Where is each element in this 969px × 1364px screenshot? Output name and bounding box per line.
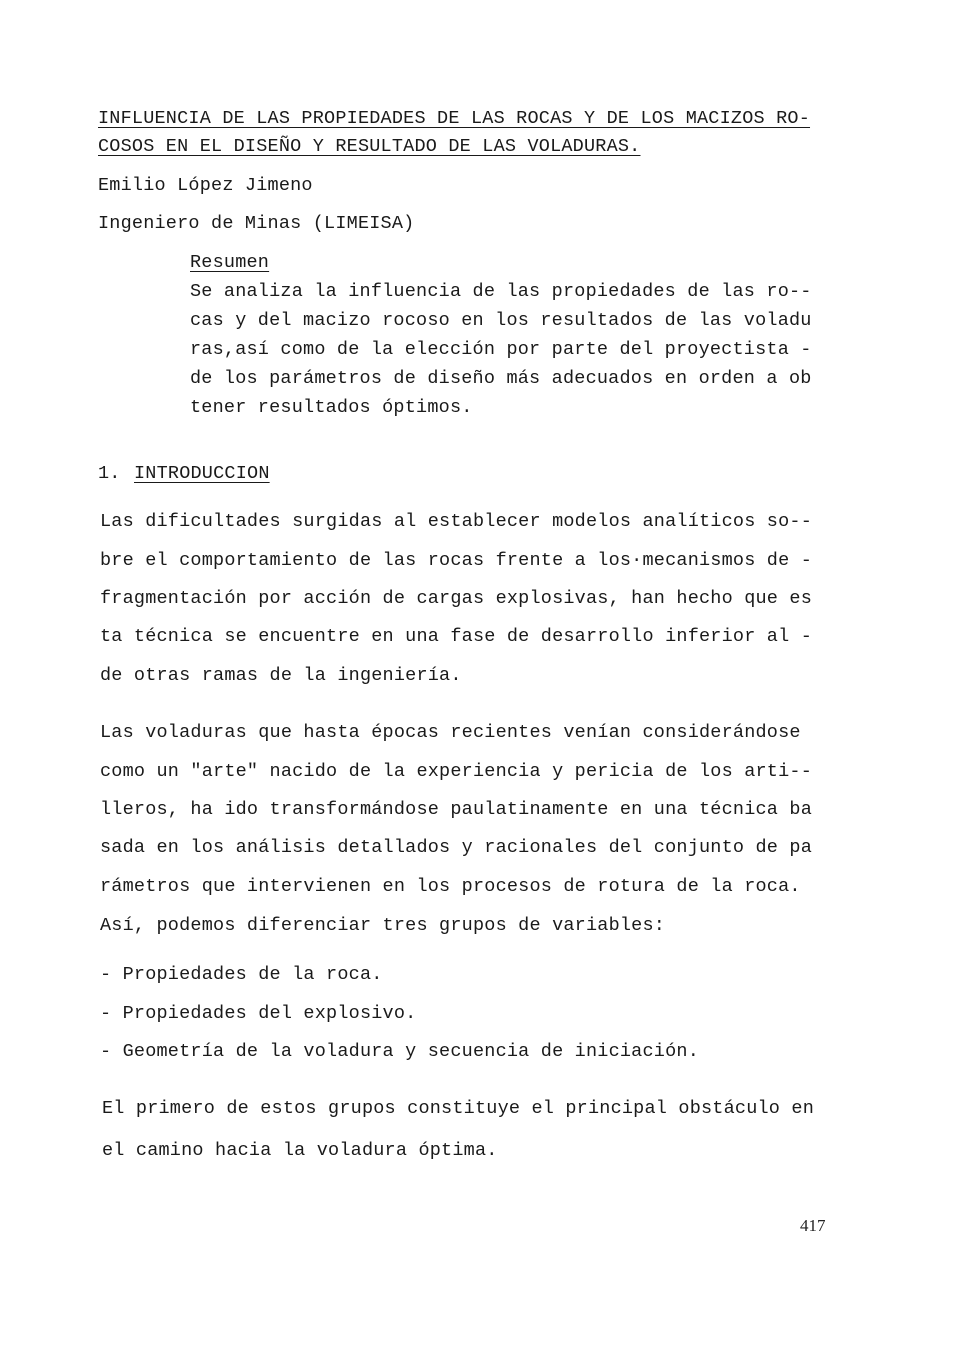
abstract-line: de los parámetros de diseño más adecuados en orden a ob (190, 368, 812, 389)
abstract-line: Se analiza la influencia de las propiedades de las ro-- (190, 281, 812, 302)
paragraph-line: Las dificultades surgidas al establecer modelos analíticos so-- (100, 511, 813, 532)
author-name: Emilio López Jimeno (98, 175, 313, 196)
paragraph-line: como un "arte" nacido de la experiencia y pericia de los arti-- (100, 761, 813, 782)
paragraph-line: Las voladuras que hasta épocas recientes venían considerándose (100, 722, 801, 743)
abstract-line: tener resultados óptimos. (190, 397, 473, 418)
abstract-heading: Resumen (190, 252, 270, 273)
paragraph-line: El primero de estos grupos constituye el principal obstáculo en (102, 1098, 815, 1119)
section-heading: INTRODUCCION (134, 463, 270, 484)
paragraph-line: rámetros que intervienen en los procesos de rotura de la roca. (100, 876, 801, 897)
title-line-1: INFLUENCIA DE LAS PROPIEDADES DE LAS ROCAS Y DE LOS MACIZOS RO- (98, 108, 811, 129)
paragraph-line: el camino hacia la voladura óptima. (102, 1140, 498, 1161)
paragraph-line: fragmentación por acción de cargas explosivas, han hecho que es (100, 588, 813, 609)
list-item: - Propiedades del explosivo. (100, 1003, 417, 1024)
paragraph-line: de otras ramas de la ingeniería. (100, 665, 462, 686)
paragraph-line: sada en los análisis detallados y racionales del conjunto de pa (100, 837, 813, 858)
title-line-2: COSOS EN EL DISEÑO Y RESULTADO DE LAS VOLADURAS. (98, 136, 641, 157)
paragraph-line: ta técnica se encuentre en una fase de desarrollo inferior al - (100, 626, 813, 647)
paragraph-line: Así, podemos diferenciar tres grupos de variables: (100, 915, 666, 936)
abstract-line: cas y del macizo rocoso en los resultados de las voladu (190, 310, 812, 331)
paragraph-line: bre el comportamiento de las rocas frente a los·mecanismos de - (100, 550, 813, 571)
page-number: 417 (800, 1216, 826, 1235)
section-number: 1. (98, 463, 121, 484)
author-affiliation: Ingeniero de Minas (LIMEISA) (98, 213, 415, 234)
paragraph-line: lleros, ha ido transformándose paulatinamente en una técnica ba (100, 799, 813, 820)
list-item: - Propiedades de la roca. (100, 964, 383, 985)
list-item: - Geometría de la voladura y secuencia de iniciación. (100, 1041, 699, 1062)
abstract-line: ras,así como de la elección por parte del proyectista - (190, 339, 812, 360)
